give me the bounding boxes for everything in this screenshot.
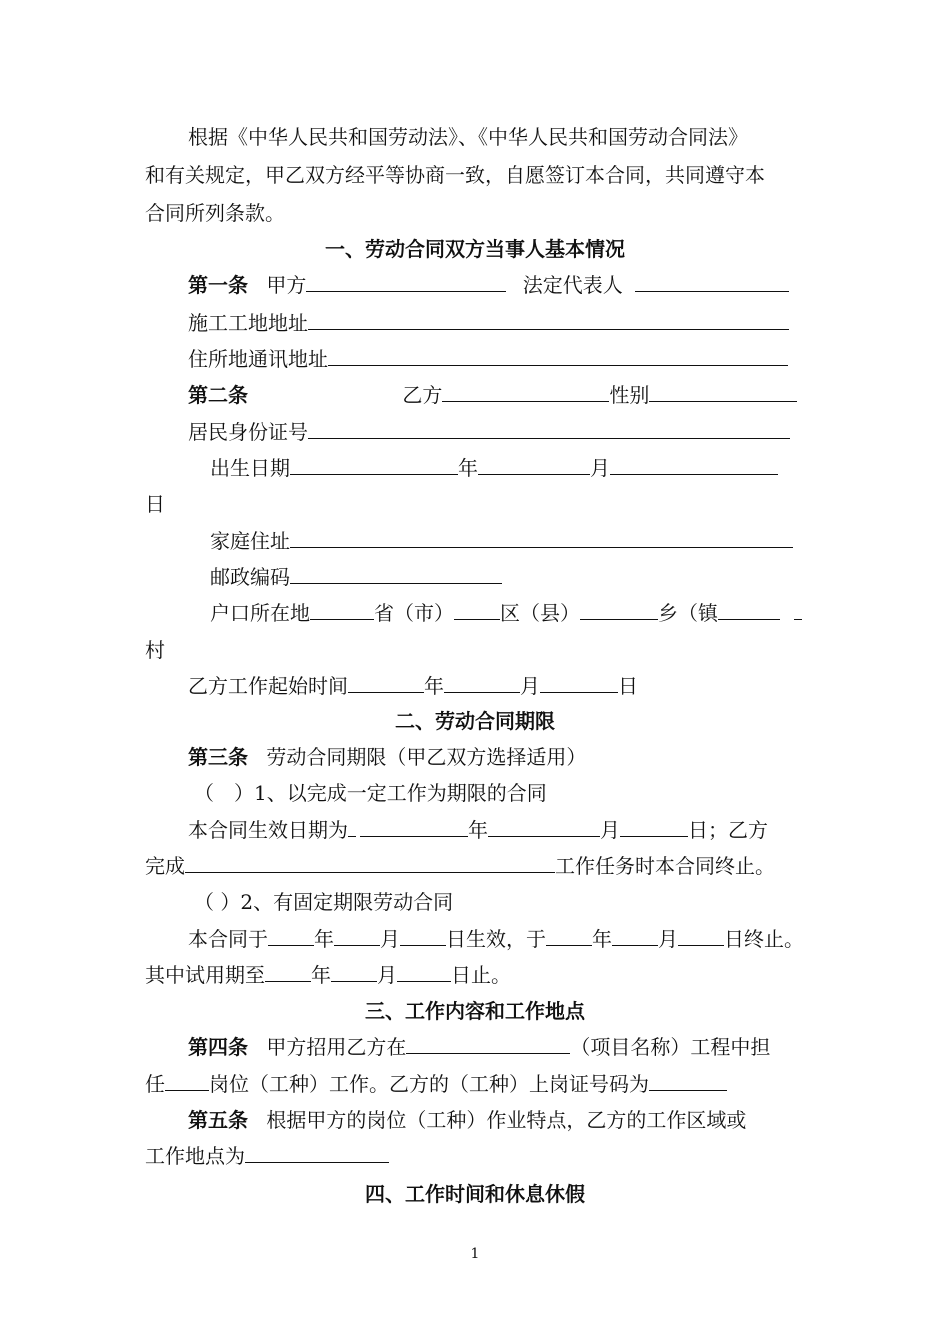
effective-suffix: 日生效，于	[446, 927, 546, 951]
section-3-heading: 三、工作内容和工作地点	[365, 999, 585, 1023]
start-month-label: 月	[520, 674, 540, 698]
task-field[interactable]	[185, 852, 555, 873]
article-3-text: 劳动合同期限（甲乙双方选择适用）	[266, 745, 587, 769]
site-address-line	[188, 309, 789, 337]
article-5-label: 第五条	[188, 1108, 248, 1132]
work-location-label: 工作地点为	[145, 1144, 245, 1168]
effective-mark	[348, 816, 356, 837]
township-field[interactable]	[580, 599, 658, 620]
probation-month-field[interactable]	[331, 961, 377, 982]
task-end-label: 工作任务时本合同终止。	[555, 854, 775, 878]
term-end-day-field[interactable]	[678, 925, 724, 946]
section-1-heading: 一、劳动合同双方当事人基本情况	[325, 237, 625, 261]
start-year-field[interactable]	[348, 672, 424, 693]
article-5-line-1	[188, 1106, 746, 1134]
section-2-heading: 二、劳动合同期限	[395, 709, 555, 733]
term-end-month-label: 月	[658, 927, 678, 951]
start-day-label: 日	[618, 674, 638, 698]
hukou-line	[210, 599, 802, 627]
district-field[interactable]	[454, 599, 500, 620]
article-4-l2b: 岗位（工种）工作。乙方的（工种）上岗证号码为	[209, 1072, 649, 1096]
village-mark	[794, 599, 802, 620]
effective-year-field[interactable]	[360, 816, 468, 837]
term-end-month-field[interactable]	[612, 925, 658, 946]
party-b-label: 乙方	[402, 383, 443, 407]
legal-rep-label: 法定代表人	[522, 273, 623, 297]
position-field[interactable]	[165, 1070, 209, 1091]
home-address-field[interactable]	[290, 527, 793, 548]
article-4-label: 第四条	[188, 1035, 248, 1059]
intro-line-2: 和有关规定，甲乙双方经平等协商一致，自愿签订本合同，共同遵守本	[145, 163, 765, 187]
site-address-label: 施工工地地址	[188, 311, 308, 335]
effective-day-field[interactable]	[620, 816, 688, 837]
start-time-line	[188, 672, 638, 700]
article-5-line-2	[145, 1142, 389, 1170]
term-start-month-label: 月	[380, 927, 400, 951]
page-number: 1	[470, 1246, 480, 1262]
birth-day-field[interactable]	[610, 454, 778, 475]
probation-line	[145, 961, 511, 989]
province-field[interactable]	[310, 599, 374, 620]
certificate-field[interactable]	[649, 1070, 727, 1091]
postcode-label: 邮政编码	[210, 565, 290, 589]
party-a-field[interactable]	[306, 271, 506, 292]
day-label: 日	[145, 492, 165, 516]
terminate-suffix: 日终止。	[724, 927, 804, 951]
home-address-line	[210, 527, 793, 555]
party-a-label: 甲方	[266, 273, 307, 297]
probation-month-label: 月	[377, 963, 397, 987]
birth-date-label: 出生日期	[210, 456, 290, 480]
postcode-line	[210, 563, 502, 591]
residence-address-field[interactable]	[328, 345, 788, 366]
gender-label: 性别	[609, 383, 650, 407]
id-number-line	[188, 418, 790, 446]
term-prefix: 本合同于	[188, 927, 268, 951]
hukou-label: 户口所在地	[210, 601, 310, 625]
birth-year-field[interactable]	[290, 454, 458, 475]
village-label: 村	[145, 638, 165, 662]
postcode-field[interactable]	[290, 563, 502, 584]
site-address-field[interactable]	[308, 309, 789, 330]
work-location-field[interactable]	[245, 1142, 389, 1163]
article-3-label: 第三条	[188, 745, 248, 769]
village-field[interactable]	[718, 599, 780, 620]
article-4-text: 甲方招用乙方在	[266, 1035, 407, 1059]
township-label: 乡（镇	[658, 601, 718, 625]
article-2-line	[188, 381, 797, 409]
province-label: 省（市）	[374, 601, 454, 625]
term-start-day-field[interactable]	[400, 925, 446, 946]
birth-date-line	[210, 454, 778, 482]
id-number-field[interactable]	[308, 418, 790, 439]
residence-address-line	[188, 345, 788, 373]
district-label: 区（县）	[500, 601, 580, 625]
article-1-line	[188, 271, 789, 299]
term-end-year-label: 年	[592, 927, 612, 951]
probation-year-label: 年	[311, 963, 331, 987]
residence-address-label: 住所地通讯地址	[188, 347, 328, 371]
section-4-heading: 四、工作时间和休息休假	[365, 1182, 585, 1206]
probation-day-field[interactable]	[397, 961, 451, 982]
gender-field[interactable]	[649, 381, 797, 402]
effective-tail: 日；乙方	[688, 818, 768, 842]
start-year-label: 年	[424, 674, 444, 698]
party-b-field[interactable]	[442, 381, 609, 402]
until-label: 日止。	[451, 963, 511, 987]
article-2-label: 第二条	[188, 383, 248, 407]
probation-label: 其中试用期至	[145, 963, 265, 987]
article-4-line-1	[188, 1033, 770, 1061]
start-day-field[interactable]	[540, 672, 618, 693]
birth-month-field[interactable]	[478, 454, 590, 475]
complete-label: 完成	[145, 854, 185, 878]
option-1-text: （ ）1、以完成一定工作为期限的合同	[194, 781, 547, 805]
start-month-field[interactable]	[444, 672, 520, 693]
home-address-label: 家庭住址	[210, 529, 290, 553]
effective-year-label: 年	[468, 818, 488, 842]
article-3-line	[188, 743, 586, 771]
term-start-year-field[interactable]	[268, 925, 314, 946]
id-number-label: 居民身份证号	[188, 420, 308, 444]
article-4-project-label: （项目名称）工程中担	[570, 1035, 771, 1059]
intro-line-3: 合同所列条款。	[145, 201, 285, 225]
intro-line-1: 根据《中华人民共和国劳动法》、《中华人民共和国劳动合同法》	[188, 125, 748, 149]
option-1-effective-line	[188, 816, 768, 844]
article-1-label: 第一条	[188, 273, 248, 297]
term-start-year-label: 年	[314, 927, 334, 951]
article-4-line-2	[145, 1070, 727, 1098]
effective-month-label: 月	[600, 818, 620, 842]
article-4-l2a: 任	[145, 1072, 165, 1096]
year-label: 年	[458, 456, 478, 480]
option-2-term-line	[188, 925, 804, 953]
option-2-text: （ ）2、有固定期限劳动合同	[194, 890, 454, 914]
effective-month-field[interactable]	[488, 816, 600, 837]
legal-rep-field[interactable]	[635, 271, 789, 292]
term-start-month-field[interactable]	[334, 925, 380, 946]
start-time-label: 乙方工作起始时间	[188, 674, 348, 698]
effective-date-label: 本合同生效日期为	[188, 818, 348, 842]
project-name-field[interactable]	[406, 1033, 570, 1054]
term-end-year-field[interactable]	[546, 925, 592, 946]
task-completion-line	[145, 852, 775, 880]
month-label: 月	[590, 456, 610, 480]
probation-year-field[interactable]	[265, 961, 311, 982]
article-5-text: 根据甲方的岗位（工种）作业特点，乙方的工作区域或	[266, 1108, 747, 1132]
